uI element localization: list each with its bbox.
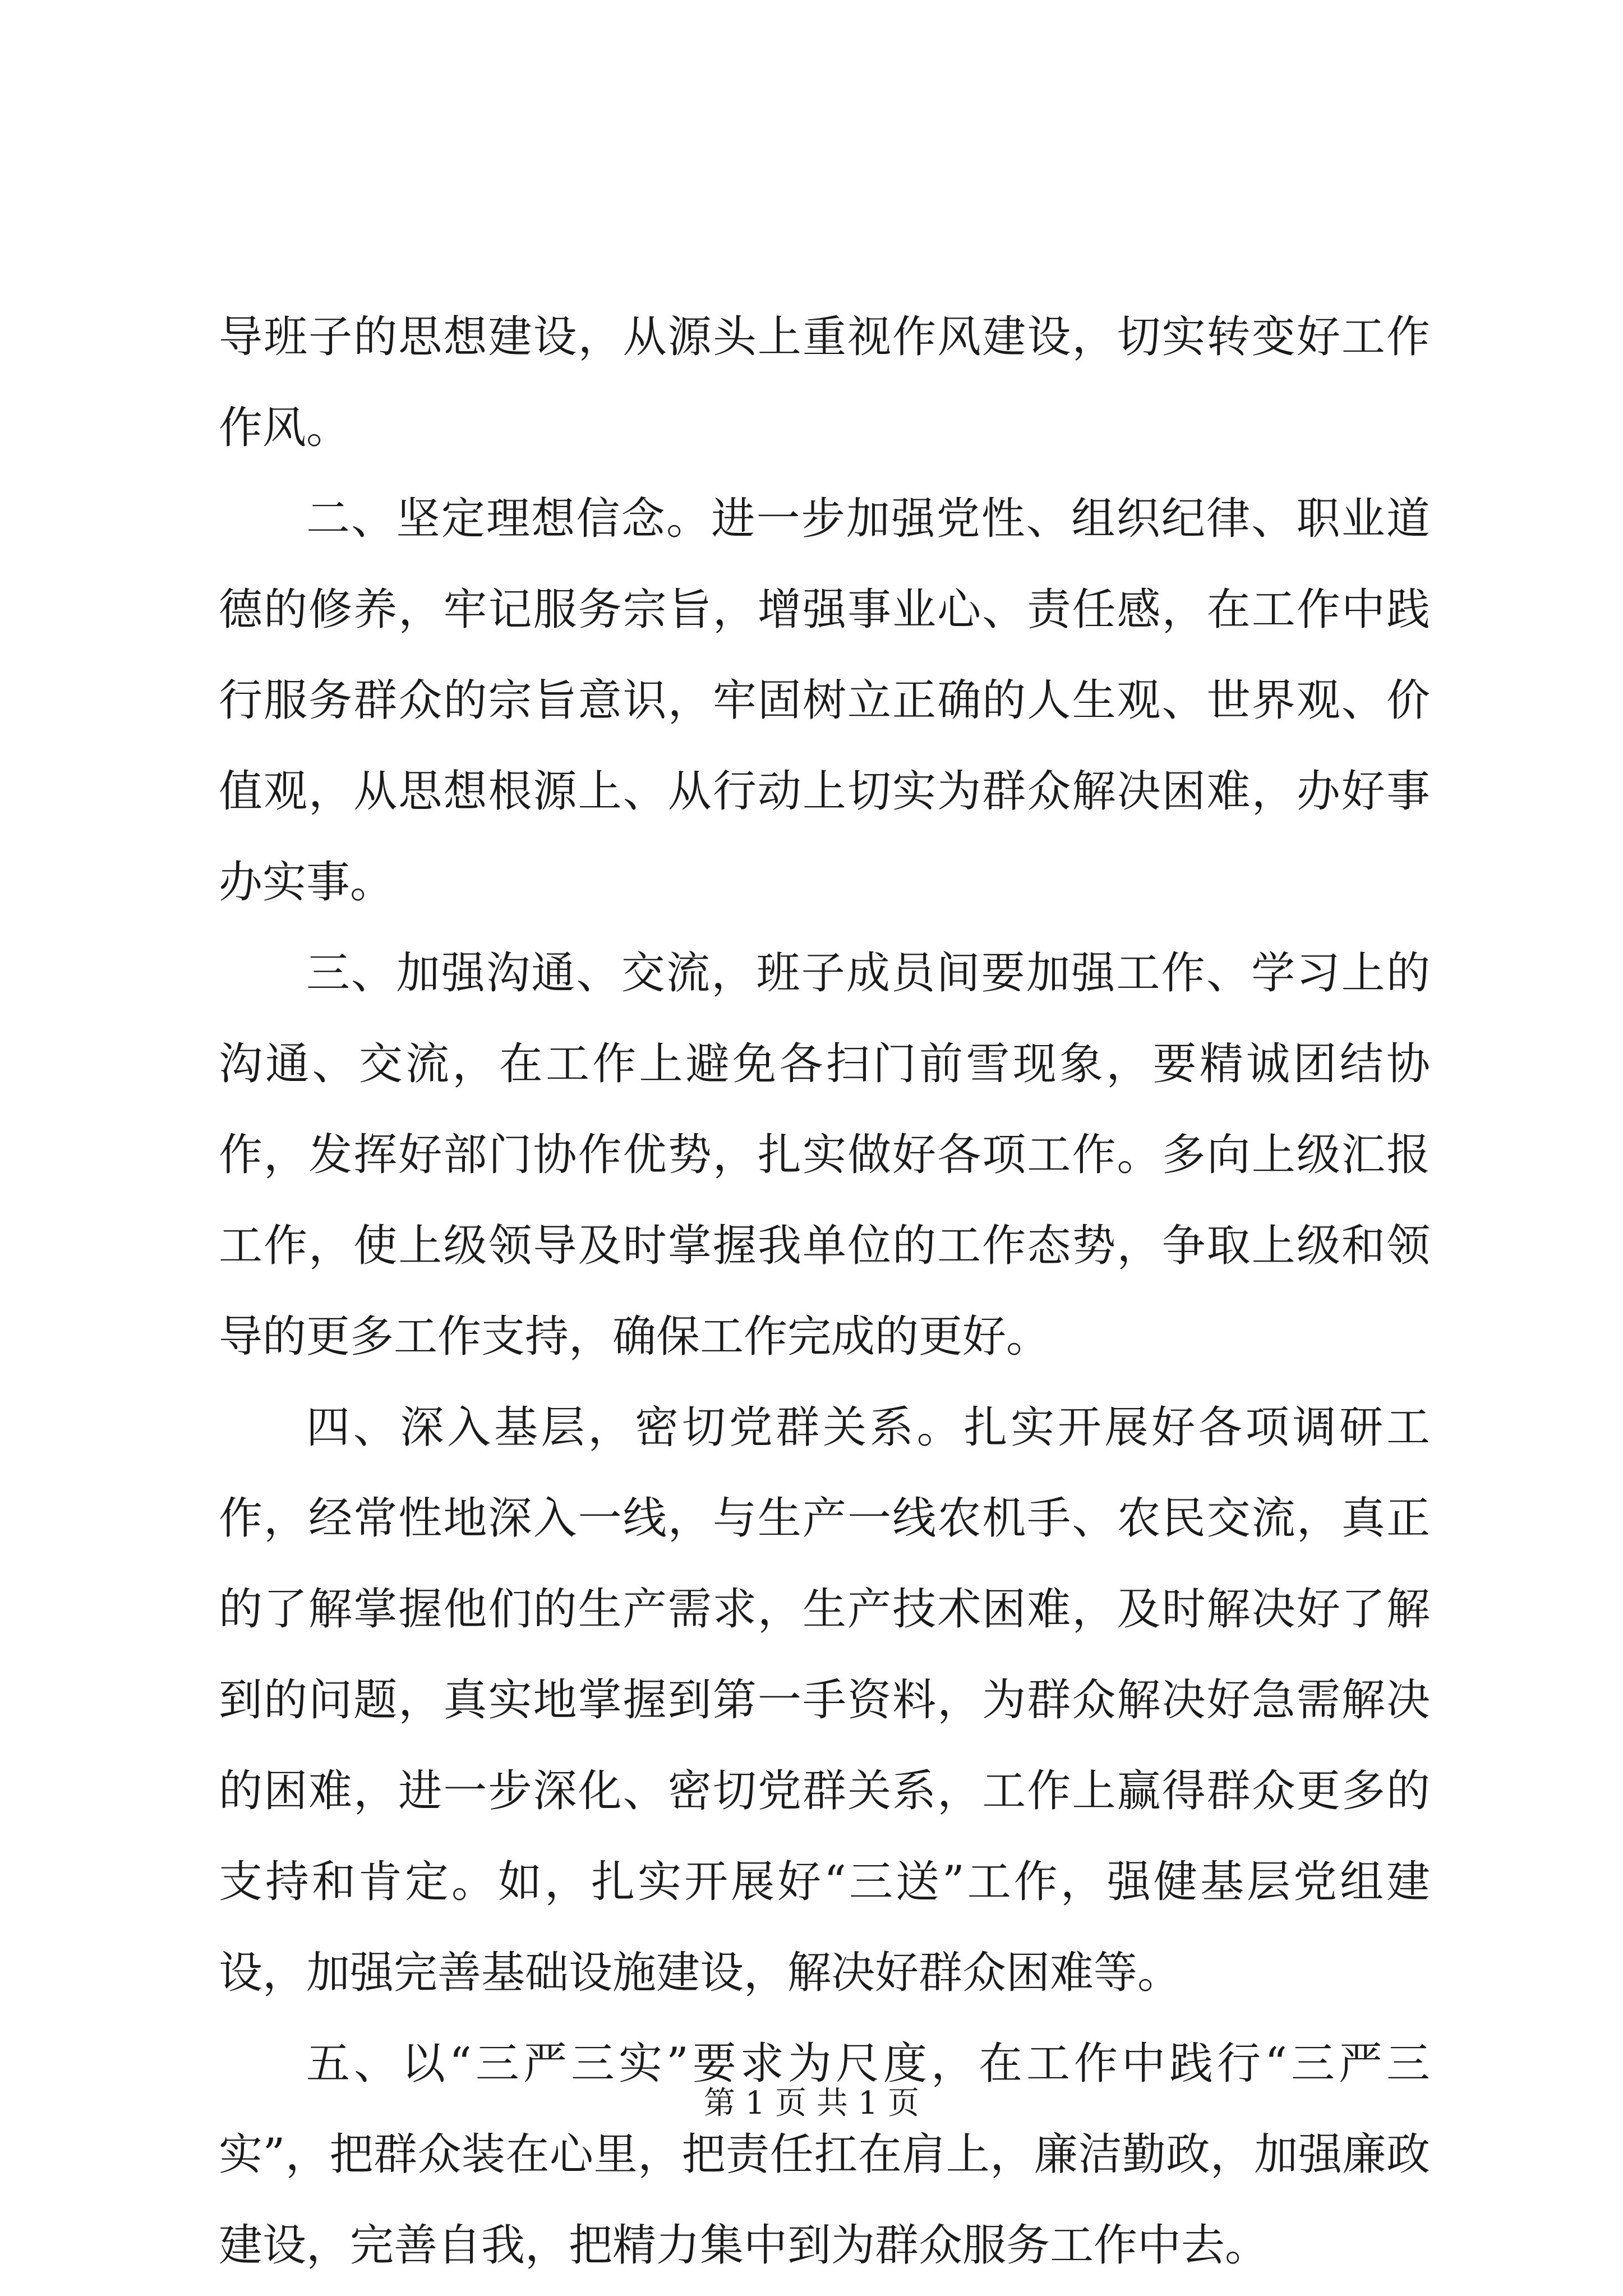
paragraph-item-2: 二、坚定理想信念。进一步加强党性、组织纪律、职业道德的修养，牢记服务宗旨，增强事业心、责任感，在工作中践行服务群众的宗旨意识，牢固树立正确的人生观、世界观、价值观，从思想根源上、从行动上切实为群众解决困难，办好事办实事。	[219, 494, 1430, 908]
paragraph-item-5: 五、以“三严三实”要求为尺度，在工作中践行“三严三实”，把群众装在心里，把责任扛在肩上，廉洁勤政，加强廉政建设，完善自我，把精力集中到为群众服务工作中去。	[219, 2039, 1430, 2271]
paragraph-item-4: 四、深入基层，密切党群关系。扎实开展好各项调研工作，经常性地深入一线，与生产一线农机手、农民交流，真正的了解掌握他们的生产需求，生产技术困难，及时解决好了解到的问题，真实地掌握到第一手资料，为群众解决好急需解决的困难，进一步深化、密切党群关系，工作上赢得群众更多的支持和肯定。如，扎实开展好“三送”工作，强健基层党组建设，加强完善基础设施建设，解决好群众困难等。	[219, 1402, 1430, 1998]
page-number-footer: 第 1 页 共 1 页	[703, 2085, 920, 2122]
document-body	[219, 292, 1430, 2291]
paragraph-item-3: 三、加强沟通、交流，班子成员间要加强工作、学习上的沟通、交流，在工作上避免各扫门前雪现象，要精诚团结协作，发挥好部门协作优势，扎实做好各项工作。多向上级汇报工作，使上级领导及时掌握我单位的工作态势，争取上级和领导的更多工作支持，确保工作完成的更好。	[219, 948, 1430, 1362]
paragraph-continuation: 导班子的思想建设，从源头上重视作风建设，切实转变好工作作风。	[219, 312, 1430, 453]
